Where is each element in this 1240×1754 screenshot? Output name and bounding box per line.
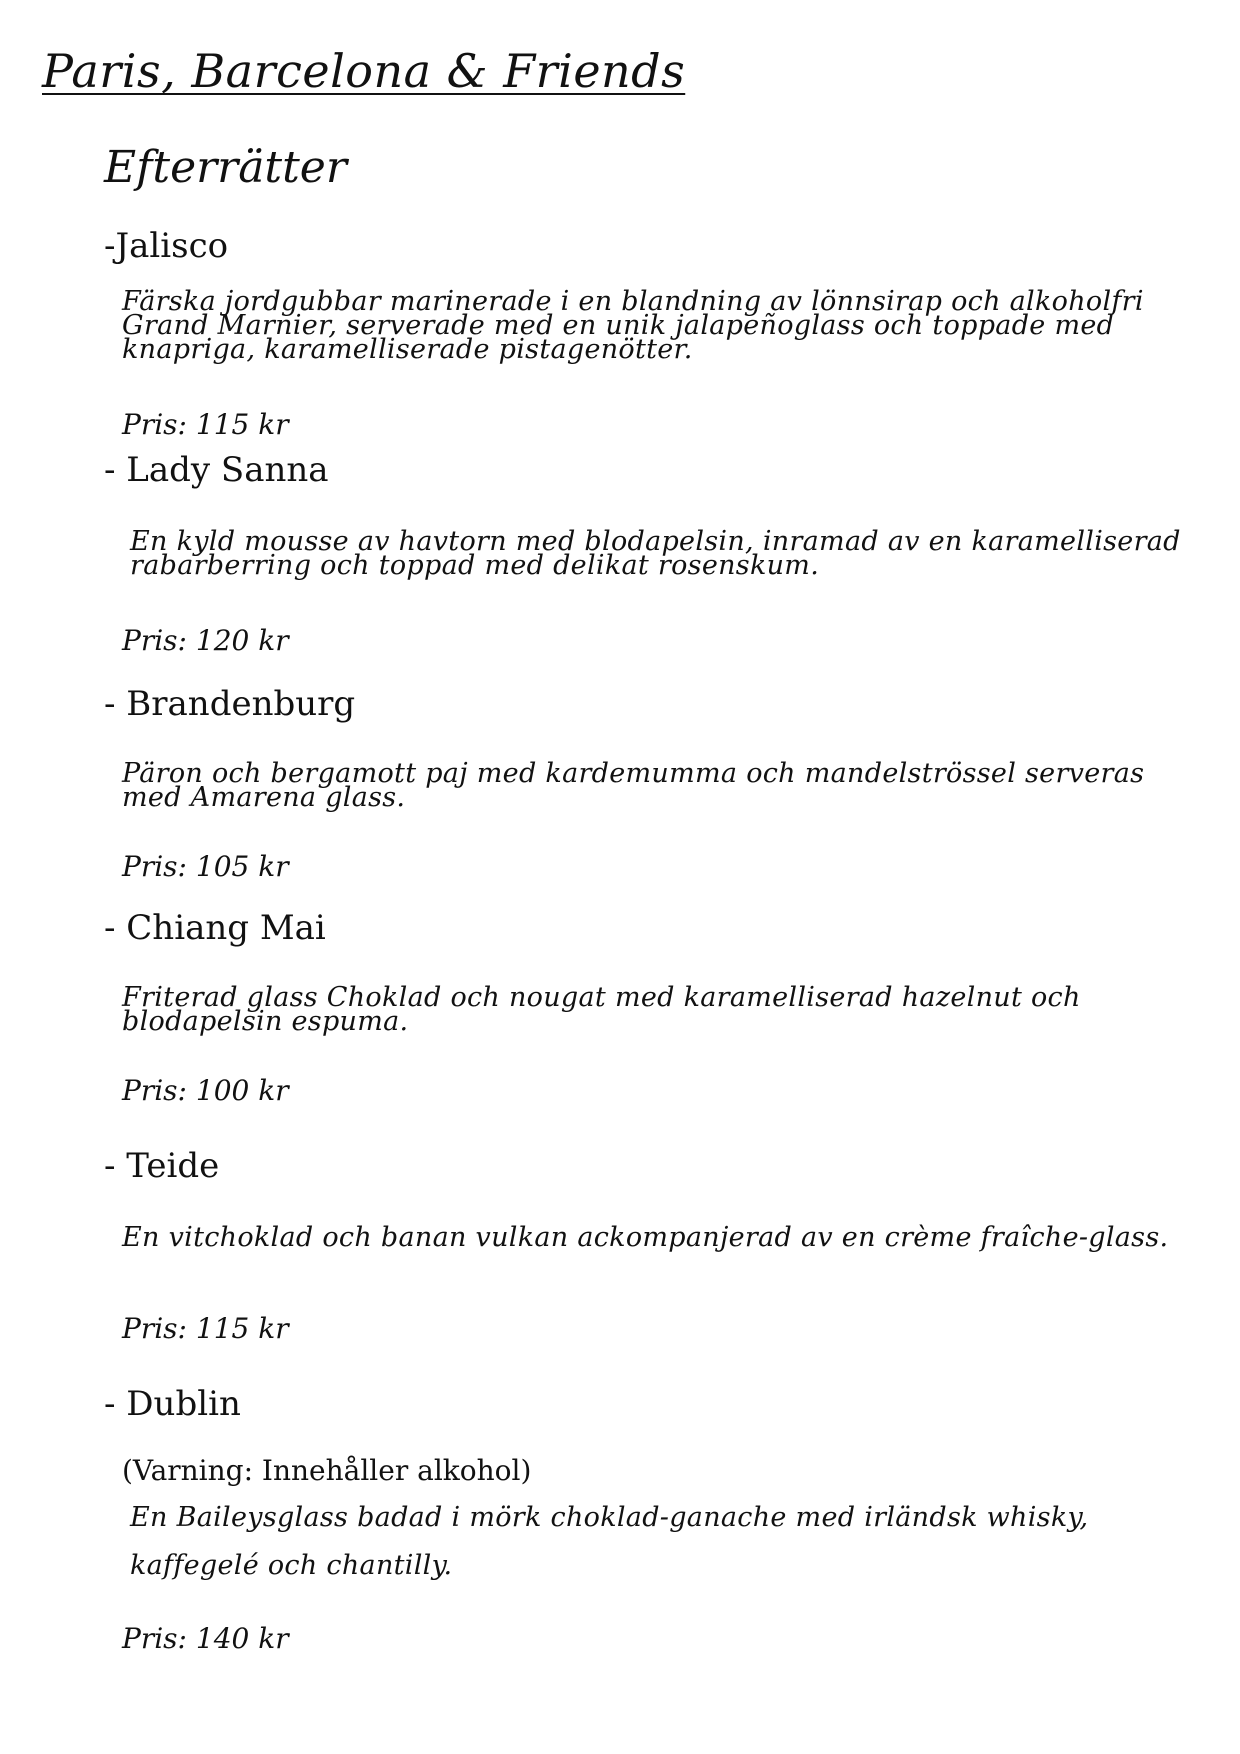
dish-name: -Jalisco xyxy=(104,226,229,266)
dish-description: En kyld mousse av havtorn med blodapelsin, inramad av en karamelliserad rabarberring och toppad med delikat rosenskum. xyxy=(130,526,1181,581)
dish-name: - Brandenburg xyxy=(104,684,356,724)
dish-name: - Lady Sanna xyxy=(104,450,329,490)
dish-description: Färska jordgubbar marinerade i en blandning av lönnsirap och alkoholfri Grand Marnier, serverade med en unik jalapeñoglass och toppade med knapriga, karamelliserade pistagenötter. xyxy=(122,286,1144,365)
dish-price: Pris: 100 kr xyxy=(122,1074,289,1107)
dish-price: Pris: 115 kr xyxy=(122,1312,289,1345)
dish-name: - Teide xyxy=(104,1146,220,1186)
dish-description: En Baileysglass badad i mörk choklad-ganache med irländsk whisky, kaffegelé och chantilly. xyxy=(130,1502,1089,1581)
dish-price: Pris: 115 kr xyxy=(122,408,289,441)
dish-price: Pris: 140 kr xyxy=(122,1622,289,1655)
dish-price: Pris: 120 kr xyxy=(122,624,289,657)
dish-description: Friterad glass Choklad och nougat med karamelliserad hazelnut och blodapelsin espuma. xyxy=(122,982,1081,1037)
dish-name: - Dublin xyxy=(104,1384,241,1424)
restaurant-title: Paris, Barcelona & Friends xyxy=(42,44,686,98)
section-title-desserts: Efterrätter xyxy=(104,142,347,193)
dish-warning: (Varning: Innehåller alkohol) xyxy=(122,1454,532,1487)
dish-name: - Chiang Mai xyxy=(104,908,326,948)
dish-description: Päron och bergamott paj med kardemumma och mandelströssel serveras med Amarena glass. xyxy=(122,758,1145,813)
dish-description: En vitchoklad och banan vulkan ackompanjerad av en crème fraîche-glass. xyxy=(122,1222,1169,1253)
dish-price: Pris: 105 kr xyxy=(122,850,289,883)
